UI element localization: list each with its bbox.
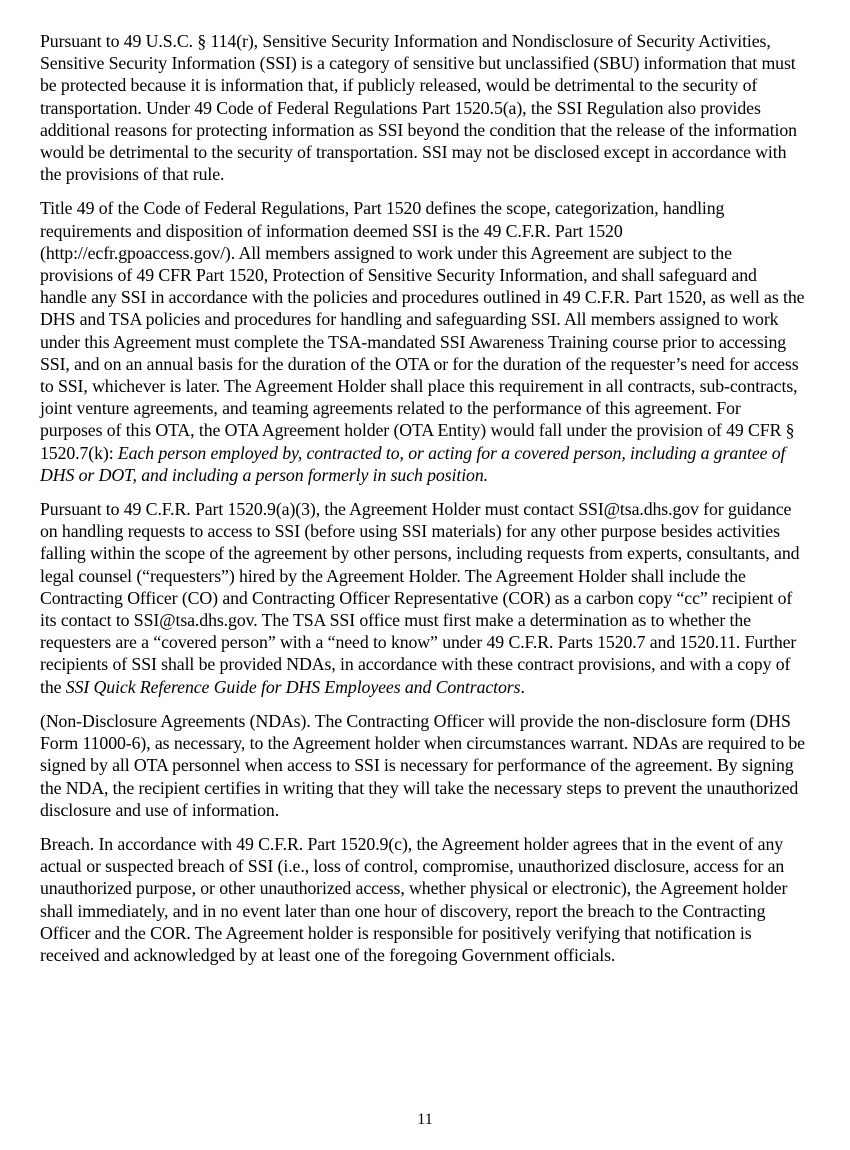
- document-body: [40, 30, 806, 978]
- paragraph-text: Title 49 of the Code of Federal Regulations, Part 1520 defines the scope, categorization, handling requirements and disposition of information deemed SSI is the 49 C.F.R. Part 1520 (http://ecfr.gpoaccess.gov/). All members assigned to work under this Agreement are subject to the provisions of 49 CFR Part 1520, Protection of Sensitive Security Information, and shall safeguard and handle any SSI in accordance with the policies and procedures outlined in 49 C.F.R. Part 1520, as well as the DHS and TSA policies and procedures for handling and safeguarding SSI. All members assigned to work under this Agreement must complete the TSA-mandated SSI Awareness Training course prior to accessing SSI, and on an annual basis for the duration of the OTA or for the duration of the requester’s need for access to SSI, whichever is later. The Agreement Holder shall place this requirement in all contracts, sub-contracts, joint venture agreements, and teaming agreements related to the performance of this agreement. For purposes of this OTA, the OTA Agreement holder (OTA Entity) would fall under the provision of 49 CFR § 1520.7(k):: [40, 198, 805, 463]
- paragraph-access-requests: [40, 498, 806, 698]
- paragraph-italic-quote: Each person employed by, contracted to, or acting for a covered person, including a grantee of DHS or DOT, and including a person formerly in such position.: [40, 442, 786, 485]
- paragraph-text: (Non-Disclosure Agreements (NDAs). The Contracting Officer will provide the non-disclosure form (DHS Form 11000-6), as necessary, to the Agreement holder when circumstances warrant. NDAs are required to be signed by all OTA personnel when access to SSI is necessary for performance of the agreement. By signing the NDA, the recipient certifies in writing that they will take the necessary steps to prevent the unauthorized disclosure and use of information.: [40, 710, 805, 820]
- paragraph-text: Pursuant to 49 U.S.C. § 114(r), Sensitive Security Information and Nondisclosure of Security Activities, Sensitive Security Information (SSI) is a category of sensitive but unclassified (SBU) information that must be protected because it is information that, if publicly released, would be detrimental to the security of transportation. Under 49 Code of Federal Regulations Part 1520.5(a), the SSI Regulation also provides additional reasons for protecting information as SSI beyond the condition that the release of the information would be detrimental to the security of transportation. SSI may not be disclosed except in accordance with the provisions of that rule.: [40, 31, 797, 185]
- paragraph-tail: .: [520, 676, 525, 697]
- paragraph-text: Pursuant to 49 C.F.R. Part 1520.9(a)(3), the Agreement Holder must contact SSI@tsa.dhs.gov for guidance on handling requests to access to SSI (before using SSI materials) for any other purpose besides activities falling within the scope of the agreement by other persons, including requests from experts, consultants, and legal counsel (“requesters”) hired by the Agreement Holder. The Agreement Holder shall include the Contracting Officer (CO) and Contracting Officer Representative (COR) as a carbon copy “cc” recipient of its contact to SSI@tsa.dhs.gov. The TSA SSI office must first make a determination as to whether the requesters are a “covered person” with a “need to know” under 49 C.F.R. Parts 1520.7 and 1520.11. Further recipients of SSI shall be provided NDAs, in accordance with these contract provisions, and with a copy of the: [40, 499, 800, 697]
- paragraph-non-disclosure-agreements: [40, 710, 806, 821]
- paragraph-breach: [40, 833, 806, 966]
- paragraph-italic-guide-title: SSI Quick Reference Guide for DHS Employees and Contractors: [65, 676, 521, 697]
- paragraph-ssi-definition: [40, 30, 806, 185]
- page-number: 11: [417, 1111, 433, 1128]
- paragraph-text: Breach. In accordance with 49 C.F.R. Part 1520.9(c), the Agreement holder agrees that in the event of any actual or suspected breach of SSI (i.e., loss of control, compromise, unauthorized disclosure, access for an unauthorized purpose, or other unauthorized access, whether physical or electronic), the Agreement holder shall immediately, and in no event later than one hour of discovery, report the breach to the Contracting Officer and the COR. The Agreement holder is responsible for positively verifying that notification is received and acknowledged by at least one of the foregoing Government officials.: [40, 833, 788, 965]
- paragraph-cfr-part-1520: [40, 197, 806, 486]
